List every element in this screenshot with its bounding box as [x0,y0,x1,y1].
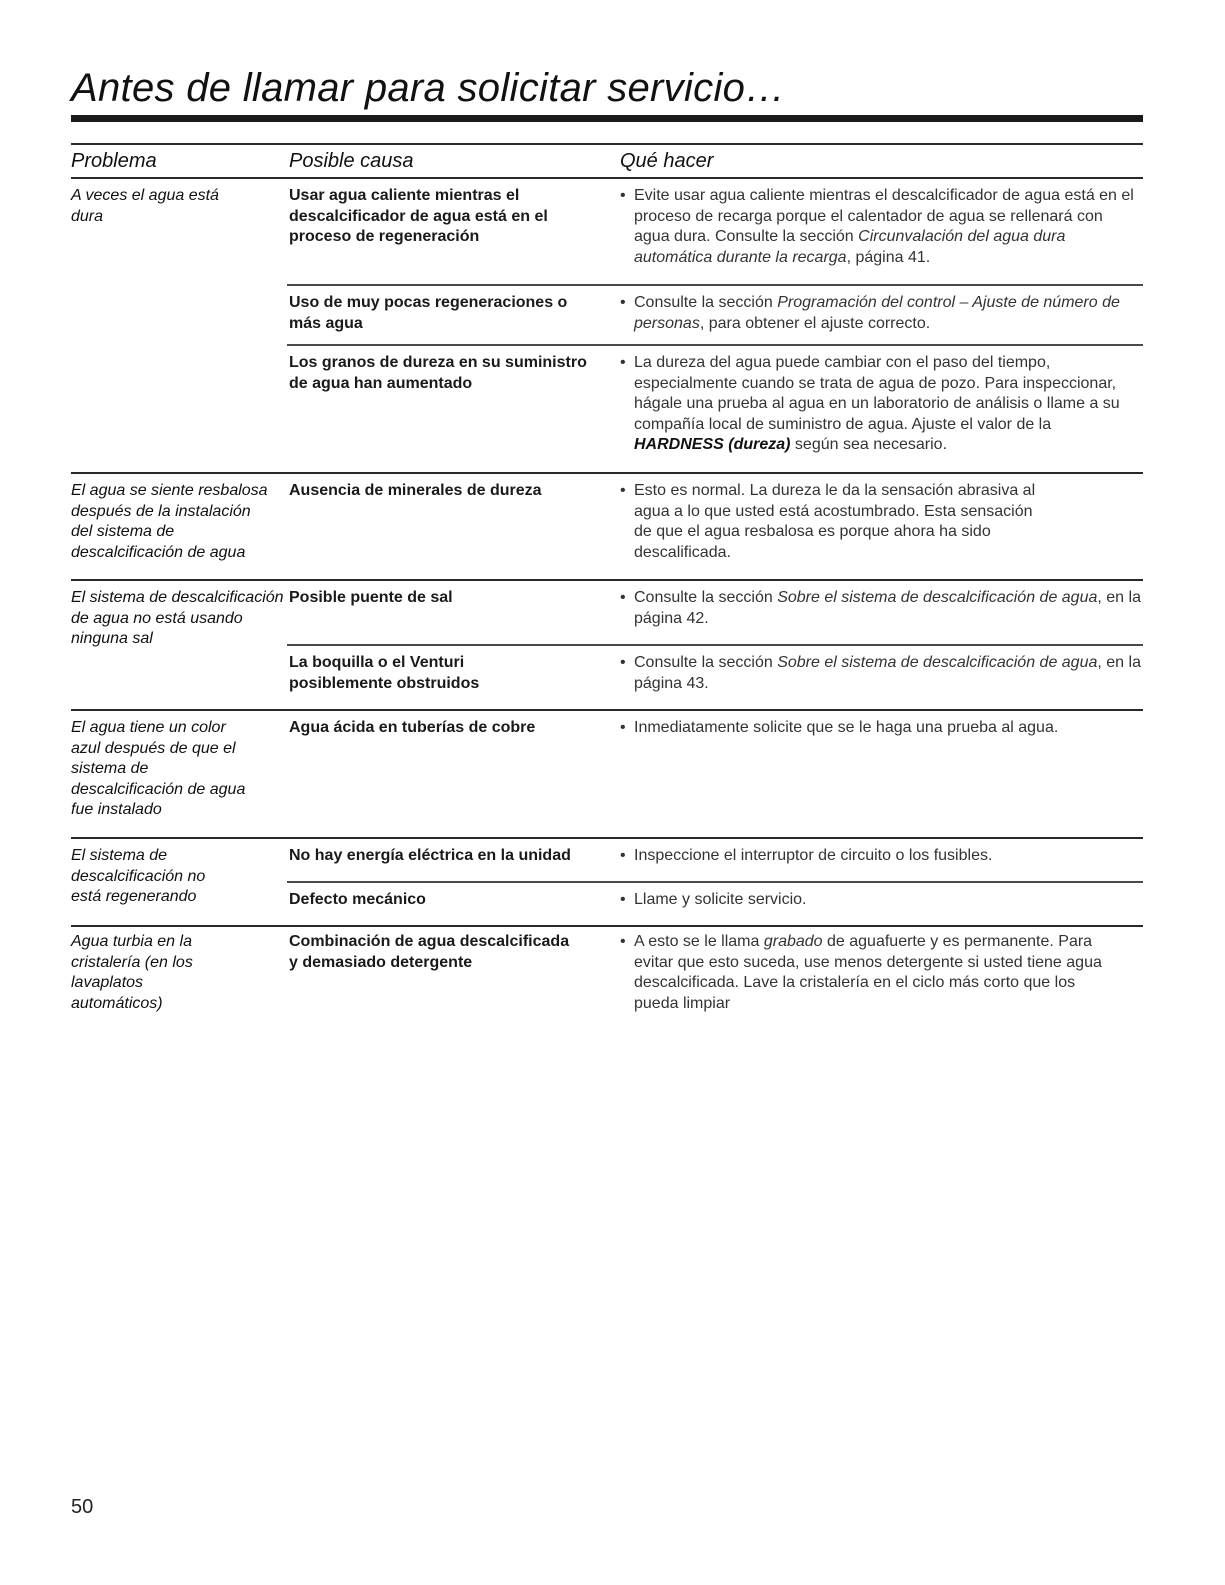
action-text: Consulte la sección [634,294,778,311]
problem-cell: A veces el agua está dura [71,187,219,225]
action-text: Consulte la sección [634,589,778,606]
row-divider [287,881,1143,883]
row-divider [287,644,1143,646]
action-text: , para obtener el ajuste correcto. [699,314,931,332]
bullet-icon: • [620,187,626,204]
problem-cell: El agua se siente resbalosa después de la instalación del sistema de descalcificación de agua [71,482,268,561]
cause-cell: No hay energía eléctrica en la unidad [289,847,571,864]
action-cell [620,653,1142,694]
row-divider [71,579,1143,581]
action-text: , en la página 42. [634,589,1141,627]
cause-cell: Uso de muy pocas regeneraciones o más agua [289,294,568,332]
setting-name: HARDNESS (dureza) [634,436,791,454]
action-cell [620,186,1142,268]
term-emphasis: grabado [763,933,823,950]
bullet-icon: • [620,294,626,311]
page-title: Antes de llamar para solicitar servicio… [71,66,786,110]
header-problem: Problema [71,150,157,172]
bullet-icon: • [620,891,626,908]
cross-reference: Circunvalación del agua dura automática durante la recarga [634,228,1066,266]
action-cell [620,932,1110,1014]
row-divider [287,284,1143,286]
cause-cell: Los granos de dureza en su suministro de agua han aumentado [289,354,587,392]
action-cell [620,890,1142,911]
bullet-icon: • [620,719,626,736]
row-divider [287,344,1143,346]
cause-cell: Posible puente de sal [289,589,453,606]
cross-reference: Sobre el sistema de descalcificación de agua [777,589,1098,606]
problem-cell: Agua turbia en la cristalería (en los lavaplatos automáticos) [71,933,193,1012]
action-text: , página 41. [846,248,931,266]
problem-cell: El sistema de descalcificación de agua no está usando ninguna sal [71,589,284,648]
header-cause: Posible causa [289,150,414,172]
cross-reference: Programación del control – Ajuste de número de personas [634,294,1120,332]
bullet-icon: • [620,589,626,606]
header-action: Qué hacer [620,150,714,172]
page-number: 50 [71,1496,94,1518]
row-divider [71,472,1143,474]
bullet-icon: • [620,933,626,950]
action-text: Inmediatamente solicite que se le haga una prueba al agua. [634,719,1059,736]
cause-cell: Ausencia de minerales de dureza [289,482,542,499]
table-top-rule [71,143,1143,145]
cause-cell: Defecto mecánico [289,891,426,908]
bullet-icon: • [620,847,626,864]
action-cell [620,718,1142,739]
action-text: La dureza del agua puede cambiar con el paso del tiempo, especialmente cuando se trata de agua de pozo. Para inspeccionar, hágale una prueba al agua en un laboratorio de análisis o llame a su compañía local de suministro de agua. Ajuste el valor de la [634,354,1120,433]
action-text: de aguafuerte y es permanente. Para evitar que esto suceda, use menos detergente si usted tiene agua descalcificada. Lave la cristalería en el ciclo más corto que los pueda limpiar [634,933,1102,1012]
action-text: según sea necesario. [790,436,948,454]
row-divider [71,837,1143,839]
row-divider [71,709,1143,711]
cause-cell: Usar agua caliente mientras el descalcificador de agua está en el proceso de regeneración [289,187,548,246]
cause-cell: Agua ácida en tuberías de cobre [289,719,536,736]
cross-reference: Sobre el sistema de descalcificación de agua [777,654,1098,671]
action-text: Evite usar agua caliente mientras el descalcificador de agua está en el proceso de recarga porque el calentador de agua se rellenará con agua dura. Consulte la sección [634,187,1134,246]
problem-cell: El sistema de descalcificación no está regenerando [71,847,206,906]
action-cell [620,353,1142,456]
action-text: Esto es normal. La dureza le da la sensación abrasiva al agua a lo que usted está acostumbrado. Esta sensación de que el agua resbalosa es porque ahora ha sido descalificada. [634,482,1036,561]
action-text: , en la página 43. [634,654,1141,692]
action-text: Inspeccione el interruptor de circuito o los fusibles. [634,847,993,864]
cause-cell: La boquilla o el Venturi posiblemente obstruidos [289,654,480,692]
action-cell [620,293,1142,334]
bullet-icon: • [620,654,626,671]
title-rule [71,115,1143,122]
problem-cell: El agua tiene un color azul después de que el sistema de descalcificación de agua fue instalado [71,719,246,819]
action-text: Llame y solicite servicio. [634,891,807,908]
bullet-icon: • [620,354,626,371]
action-cell [620,588,1142,629]
action-cell [620,481,1050,563]
action-cell [620,846,1142,867]
row-divider [71,925,1143,927]
action-text: Consulte la sección [634,654,778,671]
action-text: A esto se le llama [634,933,764,950]
cause-cell: Combinación de agua descalcificada y demasiado detergente [289,933,570,971]
header-rule [71,177,1143,179]
bullet-icon: • [620,482,626,499]
